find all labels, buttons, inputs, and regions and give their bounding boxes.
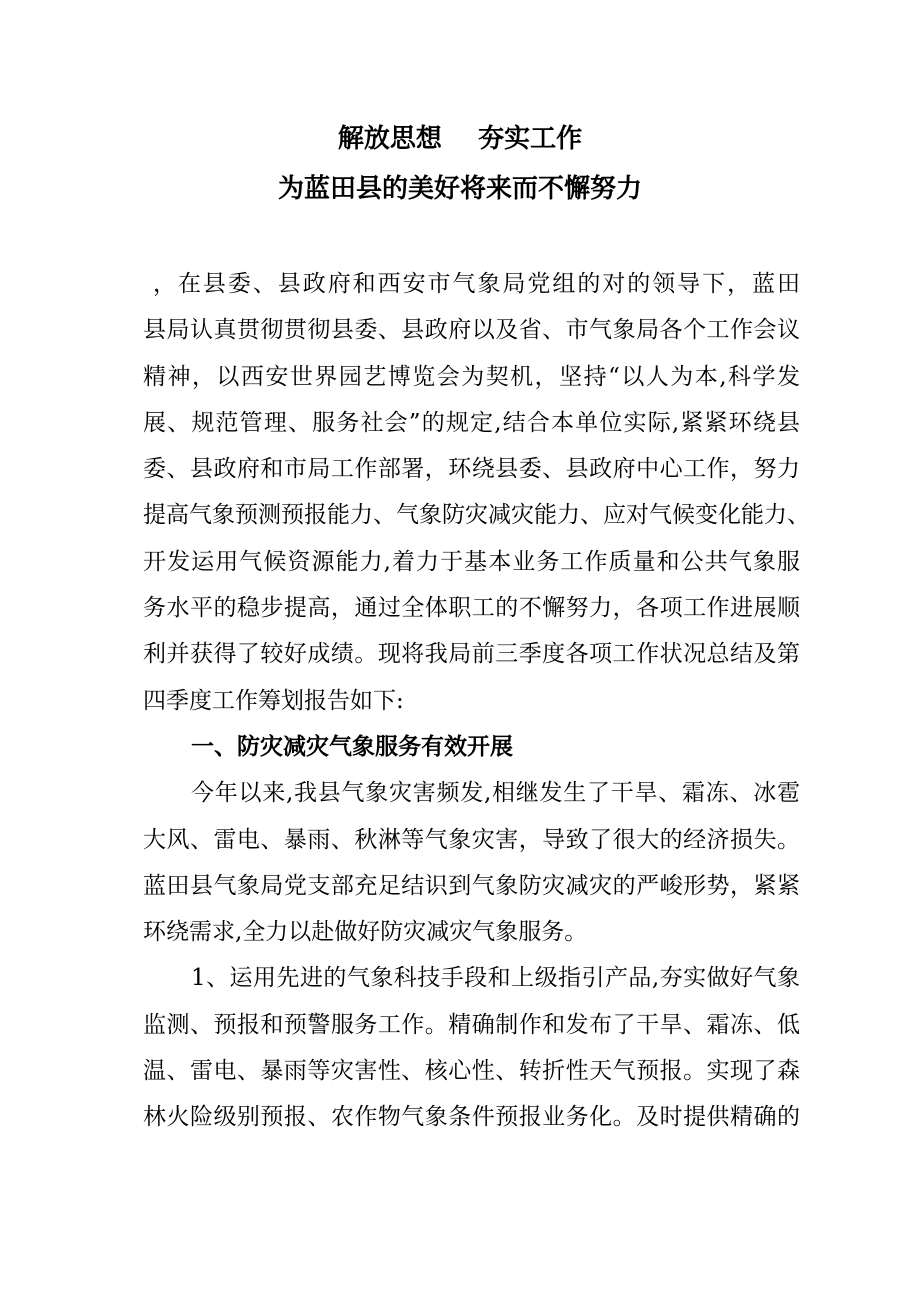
paragraph-line: 务水平的稳步提高，通过全体职工的不懈努力，各项工作进展顺 <box>143 595 800 622</box>
paragraph-line: 环绕需求,全力以赴做好防灾减灾气象服务。 <box>143 919 588 946</box>
document-body <box>143 266 810 1146</box>
paragraph-line: ，在县委、县政府和西安市气象局党组的对的领导下，蓝田 <box>153 271 800 297</box>
paragraph-line: 林火险级别预报、农作物气象条件预报业务化。及时提供精确的 <box>143 1104 800 1131</box>
paragraph-line: 开发运用气候资源能力,着力于基本业务工作质量和公共气象服 <box>143 548 800 575</box>
document-title-line-2: 为蓝田县的美好将来而不懈努力 <box>277 174 642 204</box>
paragraph-line: 提高气象预测预报能力、气象防灾减灾能力、应对气候变化能力、 <box>143 502 810 529</box>
paragraph-line: 今年以来,我县气象灾害频发,相继发生了干旱、霜冻、冰雹 <box>191 780 800 807</box>
paragraph-line: 委、县政府和市局工作部署，环绕县委、县政府中心工作，努力 <box>143 456 800 483</box>
paragraph-line: 四季度工作筹划报告如下: <box>143 687 404 714</box>
paragraph-line: 精神，以西安世界园艺博览会为契机，坚持“以人为本,科学发 <box>143 363 800 390</box>
document-title-line-1: 解放思想 夯实工作 <box>337 124 583 154</box>
paragraph-line: 温、雷电、暴雨等灾害性、核心性、转折性天气预报。实现了森 <box>143 1058 800 1085</box>
section-heading: 一、防灾减灾气象服务有效开展 <box>191 733 513 760</box>
paragraph-line: 利并获得了较好成绩。现将我局前三季度各项工作状况总结及第 <box>143 641 800 668</box>
paragraph-line: 蓝田县气象局党支部充足结识到气象防灾减灾的严峻形势，紧紧 <box>143 872 800 899</box>
paragraph-line: 1、运用先进的气象科技手段和上级指引产品,夯实做好气象 <box>191 965 800 992</box>
paragraph-line: 县局认真贯彻贯彻县委、县政府以及省、市气象局各个工作会议 <box>143 317 800 344</box>
paragraph-line: 大风、雷电、暴雨、秋淋等气象灾害，导致了很大的经济损失。 <box>143 826 800 853</box>
paragraph-line: 展、规范管理、服务社会”的规定,结合本单位实际,紧紧环绕县 <box>143 409 800 436</box>
paragraph-line: 监测、预报和预警服务工作。精确制作和发布了干旱、霜冻、低 <box>143 1011 800 1038</box>
